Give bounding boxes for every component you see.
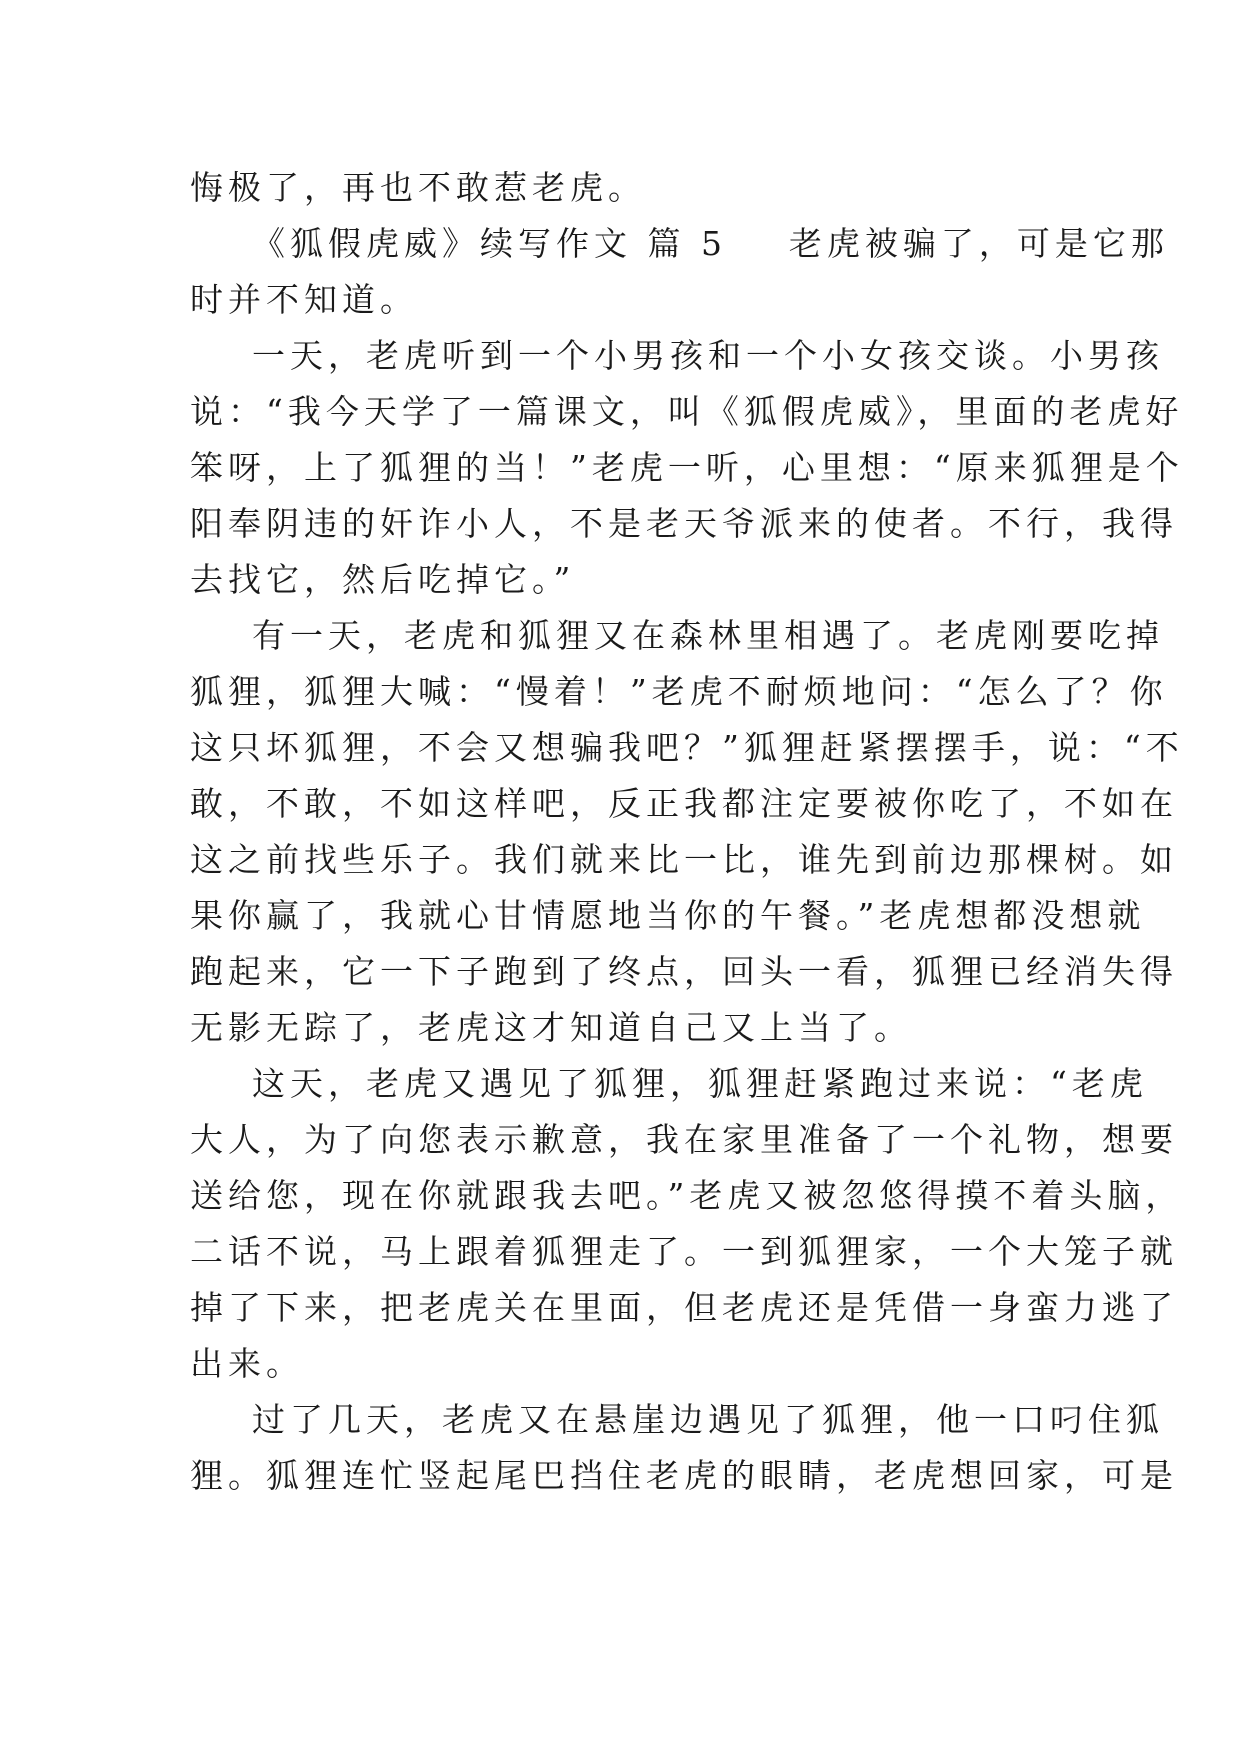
text-line: 阳奉阴违的奸诈小人，不是老天爷派来的使者。不行，我得: [190, 504, 1178, 543]
text-line: 送给您，现在你就跟我去吧。”老虎又被忽悠得摸不着头脑，: [190, 1176, 1184, 1215]
text-line: 说：“我今天学了一篇课文，叫《狐假虎威》，里面的老虎好: [190, 392, 1184, 431]
text-line: 有一天，老虎和狐狸又在森林里相遇了。老虎刚要吃掉: [190, 616, 1164, 655]
text-line: 悔极了，再也不敢惹老虎。: [190, 168, 646, 207]
text-line: 掉了下来，把老虎关在里面，但老虎还是凭借一身蛮力逃了: [190, 1288, 1178, 1327]
text-line: 这之前找些乐子。我们就来比一比，谁先到前边那棵树。如: [190, 840, 1178, 879]
text-line: 二话不说，马上跟着狐狸走了。一到狐狸家，一个大笼子就: [190, 1232, 1178, 1271]
text-line: 过了几天，老虎又在悬崖边遇见了狐狸，他一口叼住狐: [190, 1400, 1164, 1439]
text-line: 《狐假虎威》续写作文 篇 5 老虎被骗了，可是它那: [190, 224, 1169, 263]
text-line: 出来。: [190, 1344, 304, 1383]
text-line: 这只坏狐狸，不会又想骗我吧？”狐狸赶紧摆摆手，说：“不: [190, 728, 1184, 767]
text-line: 跑起来，它一下子跑到了终点，回头一看，狐狸已经消失得: [190, 952, 1178, 991]
text-line: 狐狸，狐狸大喊：“慢着！”老虎不耐烦地问：“怎么了？你: [190, 672, 1168, 711]
text-line: 无影无踪了，老虎这才知道自己又上当了。: [190, 1008, 912, 1047]
text-line: 果你赢了，我就心甘情愿地当你的午餐。”老虎想都没想就: [190, 896, 1146, 935]
text-line: 敢，不敢，不如这样吧，反正我都注定要被你吃了，不如在: [190, 784, 1178, 823]
text-line: 时并不知道。: [190, 280, 418, 319]
text-line: 去找它，然后吃掉它。”: [190, 560, 576, 599]
text-line: 一天，老虎听到一个小男孩和一个小女孩交谈。小男孩: [190, 336, 1164, 375]
text-line: 狸。狐狸连忙竖起尾巴挡住老虎的眼睛，老虎想回家，可是: [190, 1456, 1178, 1495]
text-line: 笨呀，上了狐狸的当！”老虎一听，心里想：“原来狐狸是个: [190, 448, 1184, 487]
document-page: [190, 160, 1184, 1504]
text-line: 这天，老虎又遇见了狐狸，狐狸赶紧跑过来说：“老虎: [190, 1064, 1148, 1103]
text-line: 大人，为了向您表示歉意，我在家里准备了一个礼物，想要: [190, 1120, 1178, 1159]
